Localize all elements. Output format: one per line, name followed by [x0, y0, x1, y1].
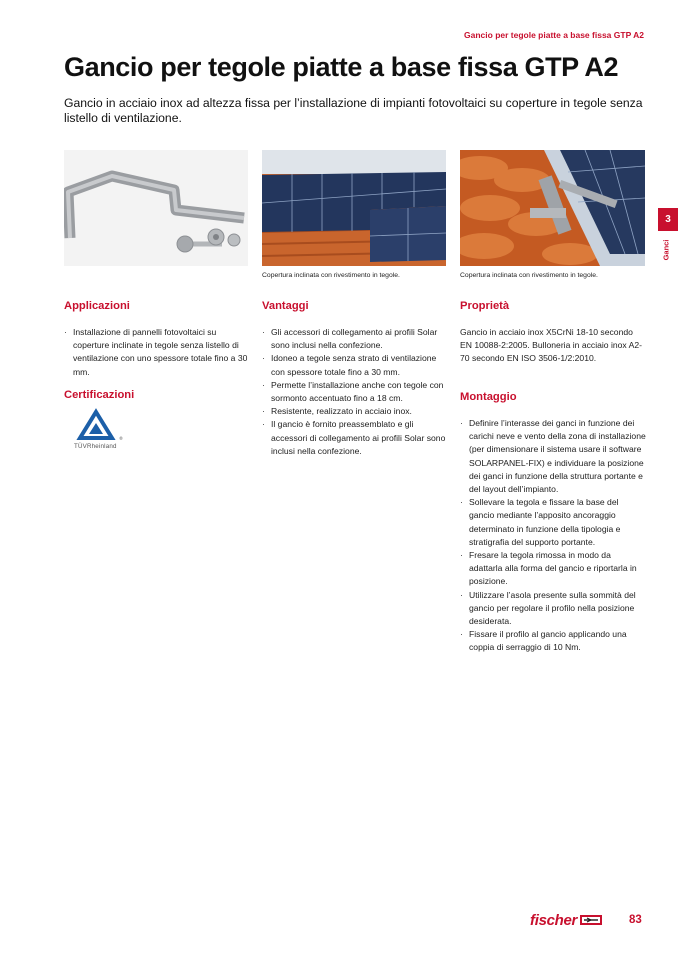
image-caption-2: Copertura inclinata con rivestimento in tegole. — [460, 272, 598, 279]
running-title: Gancio per tegole piatte a base fissa GTP A2 — [464, 30, 644, 40]
page-number: 83 — [629, 914, 642, 926]
list-item: · Fissare il profilo al gancio applicando una coppia di serraggio di 10 Nm. — [460, 628, 646, 654]
list-item: · Il gancio è fornito preassemblato e gli accessori di collegamento ai profili Solar sono inclusi nella confezione. — [262, 418, 448, 458]
page-title: Gancio per tegole piatte a base fissa GTP A2 — [64, 52, 619, 82]
fischer-badge-icon — [580, 915, 602, 925]
svg-text:®: ® — [119, 436, 123, 441]
list-item: · Permette l’installazione anche con tegole con sormonto accentuato fino a 18 cm. — [262, 379, 448, 405]
roof-photo-1 — [262, 150, 446, 266]
vantaggi-list — [262, 326, 448, 458]
image-caption-1: Copertura inclinata con rivestimento in tegole. — [262, 272, 400, 279]
heading-montaggio: Montaggio — [460, 391, 517, 403]
list-item: · Idoneo a tegole senza strato di ventilazione con spessore totale fino a 30 mm. — [262, 352, 448, 378]
list-item: · Resistente, realizzato in acciaio inox. — [262, 405, 448, 418]
fischer-logo — [530, 912, 602, 928]
page-subtitle: Gancio in acciaio inox ad altezza fissa per l’installazione di impianti fotovoltaici su coperture in tegole senza listello di ventilazione. — [64, 96, 643, 125]
heading-certificazioni: Certificazioni — [64, 389, 135, 401]
montaggio-list — [460, 417, 646, 655]
list-item: · Fresare la tegola rimossa in modo da adattarla alla forma del gancio e riportarla in posizione. — [460, 549, 646, 589]
heading-applicazioni: Applicazioni — [64, 300, 130, 312]
list-item: · Gli accessori di collegamento ai profili Solar sono inclusi nella confezione. — [262, 326, 448, 352]
proprieta-text: Gancio in acciaio inox X5CrNi 18-10 secondo EN 10088-2:2005. Bulloneria in acciaio inox A2-70 secondo EN ISO 3506-1/2:2010. — [460, 327, 643, 364]
tuv-logo-text: TÜVRheinland — [74, 443, 117, 450]
list-item: · Utilizzare l’asola presente sulla sommità del gancio per regolare il profilo nella posizione desiderata. — [460, 589, 646, 629]
chapter-tab-label: Ganci — [661, 239, 671, 261]
brand-wordmark: fischer — [530, 911, 578, 929]
chapter-tab-label-wrap — [660, 234, 672, 266]
heading-vantaggi: Vantaggi — [262, 300, 309, 312]
applicazioni-list — [64, 326, 250, 379]
heading-proprieta: Proprietà — [460, 300, 510, 312]
product-image-hook — [64, 150, 248, 266]
list-item: · Sollevare la tegola e fissare la base del gancio mediante l’apposito ancoraggio determinato in funzione della tipologia e stratigrafia del supporto portante. — [460, 496, 646, 549]
list-item: · Installazione di pannelli fotovoltaici su coperture inclinate in tegole senza listello di ventilazione con uno spessore totale fino a 30 mm. — [64, 326, 250, 379]
chapter-tab-number[interactable]: 3 — [658, 208, 678, 231]
list-item: · Definire l’interasse dei ganci in funzione dei carichi neve e vento della zona di installazione (per dimensionare il sistema usare il software SOLARPANEL-FIX) e individuare la posizione dei ganci in funzione della struttura portante e del layout dell’impianto. — [460, 417, 646, 496]
roof-photo-2 — [460, 150, 645, 266]
